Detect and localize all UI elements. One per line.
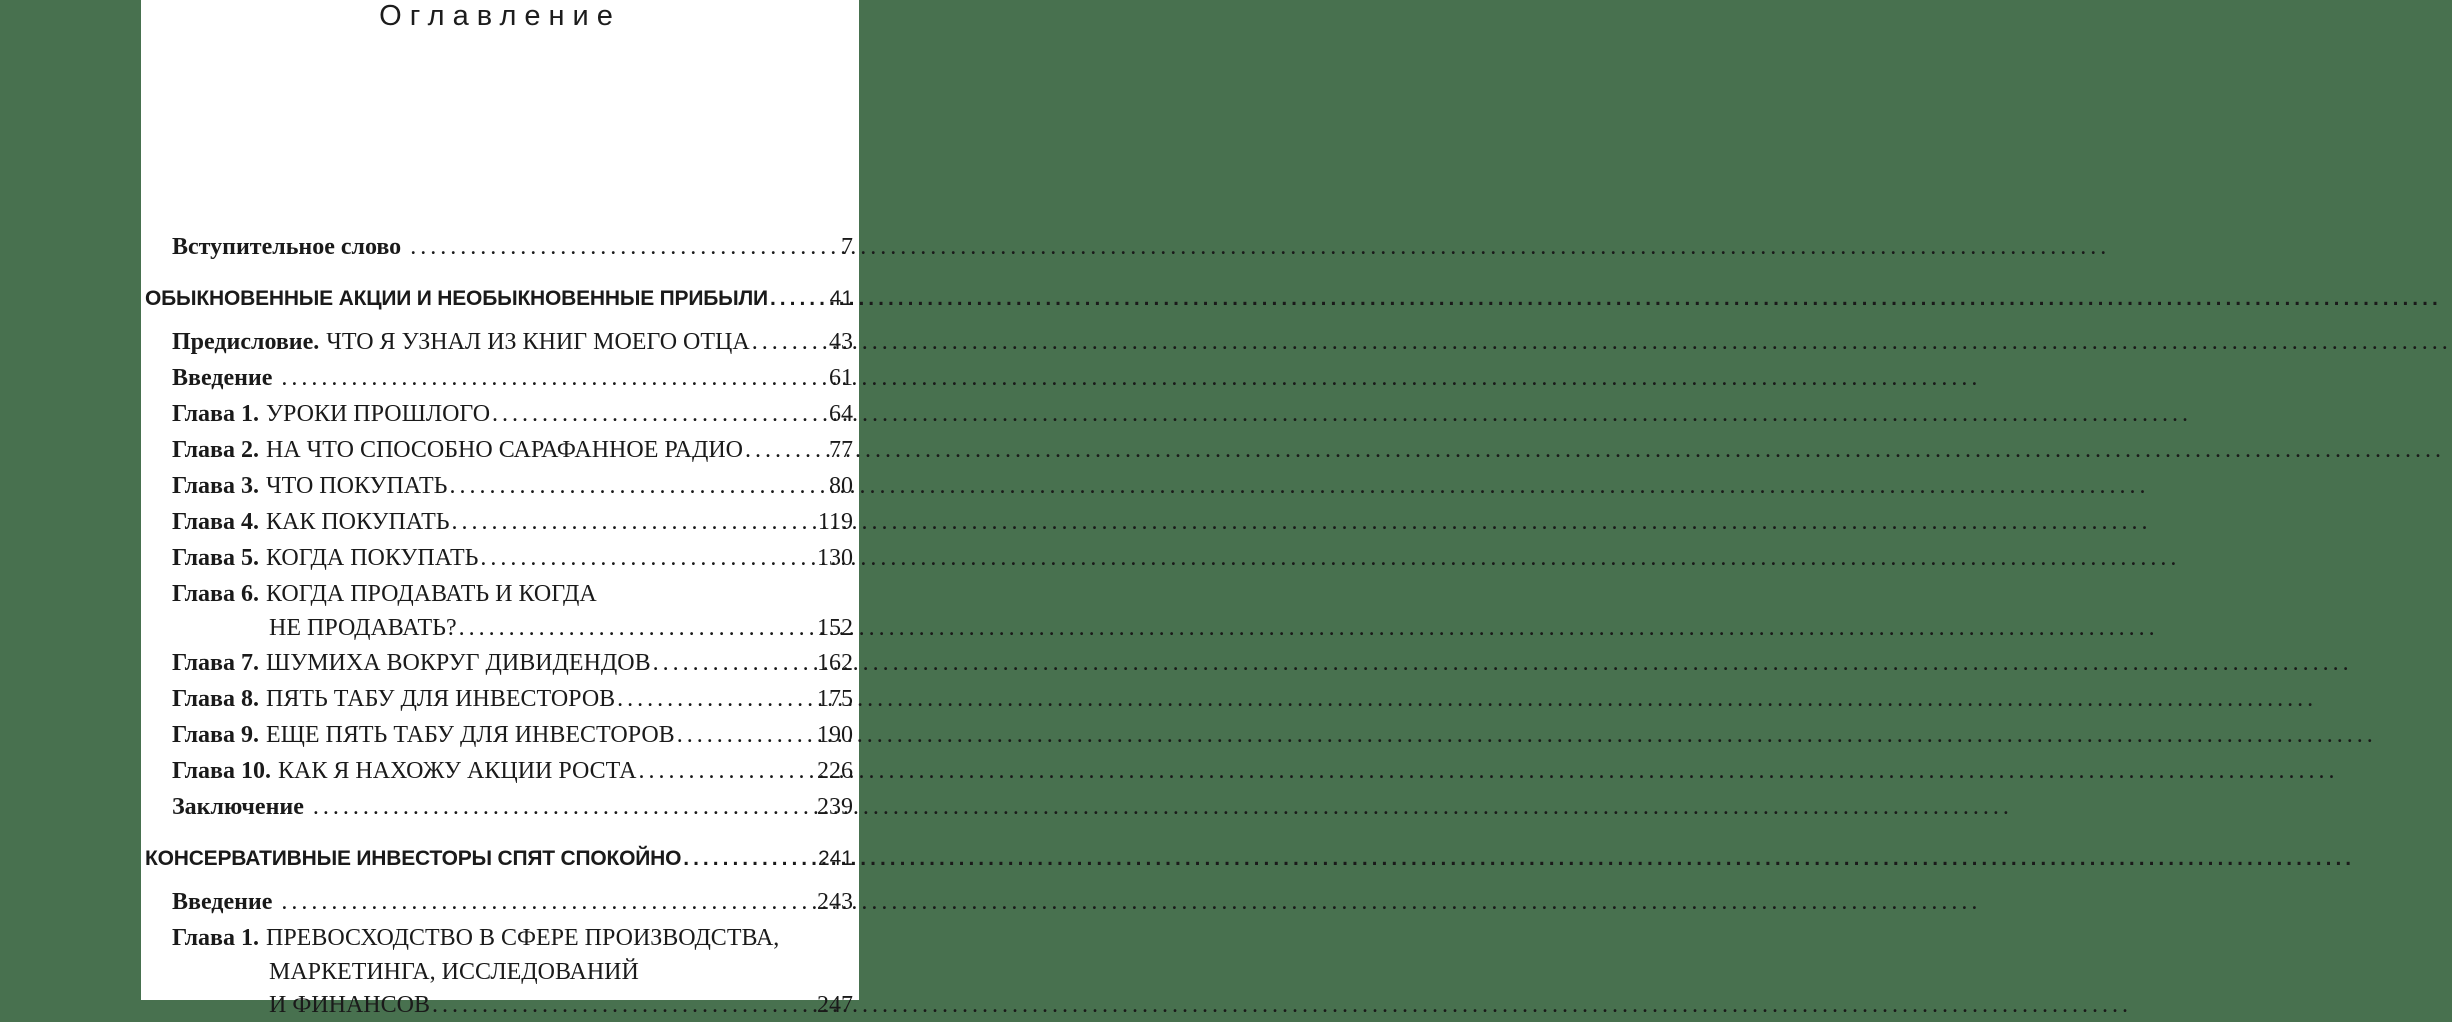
toc-entry [141,432,859,468]
entry-prefix: Вступительное слово [172,234,402,260]
entry-title: УРОКИ ПРОШЛОГО [266,401,491,427]
toc-entry [141,753,859,789]
entry-title: КАК Я НАХОЖУ АКЦИИ РОСТА [278,758,637,784]
dot-leader [677,717,812,753]
entry-title-continuation: МАРКЕТИНГА, ИССЛЕДОВАНИЙ [269,959,639,985]
entry-title-continuation: НЕ ПРОДАВАТЬ? [269,615,457,641]
toc-entry-line [172,717,853,753]
toc-entry [141,229,859,265]
toc-entry [141,717,859,753]
toc-entry-line [172,576,853,612]
toc-entry-line [172,920,853,956]
toc-entry-line [172,989,853,1022]
toc-entry [141,789,859,825]
entry-title: ШУМИХА ВОКРУГ ДИВИДЕНДОВ [266,650,651,676]
page-number: 162 [817,650,853,676]
page-number: 175 [817,686,853,712]
entry-prefix: Глава 5. [172,545,259,571]
entry-prefix: Глава 4. [172,509,259,535]
entry-title: ЕЩЕ ПЯТЬ ТАБУ ДЛЯ ИНВЕСТОРОВ [266,722,675,748]
entry-prefix: Глава 9. [172,722,259,748]
dot-leader [745,432,824,468]
page-number: 119 [817,509,853,535]
entry-prefix: Глава 2. [172,437,259,463]
dot-leader [459,612,812,645]
dot-leader [281,884,812,920]
entry-title: КАК ПОКУПАТЬ [266,509,450,535]
toc-entry-line [172,612,853,645]
dot-leader [281,360,824,396]
page-number: 239 [817,794,853,820]
toc-entry [141,468,859,504]
toc-entry-line [172,432,853,468]
page-number: 80 [829,473,853,499]
entry-prefix: Глава 3. [172,473,259,499]
toc-entry-line [172,468,853,504]
dot-leader [449,468,824,504]
page-number: 43 [829,329,853,355]
entry-title: ОБЫКНОВЕННЫЕ АКЦИИ И НЕОБЫКНОВЕННЫЕ ПРИБЫЛИ [145,287,768,310]
dot-leader [638,753,812,789]
entry-prefix: Глава 7. [172,650,259,676]
toc-entry [141,324,859,360]
entry-prefix: Глава 1. [172,925,259,951]
toc-entry-line [145,281,853,317]
toc-entry-line [172,645,853,681]
page-number: 130 [817,545,853,571]
entry-prefix: Глава 1. [172,401,259,427]
toc-entry [141,576,859,645]
entry-prefix: Введение [172,365,273,391]
dot-leader [492,396,824,432]
entry-title: НА ЧТО СПОСОБНО САРАФАННОЕ РАДИО [266,437,744,463]
page-number: 247 [817,992,853,1018]
toc-page-title: Оглавление [379,0,621,32]
toc-entry-line [172,504,853,540]
toc-entry-line [172,396,853,432]
toc-entry-line [172,681,853,717]
page-number: 64 [829,401,853,427]
entry-prefix: Заключение [172,794,304,820]
page-number: 226 [817,758,853,784]
page-number: 190 [817,722,853,748]
toc-entry-line [172,753,853,789]
entry-title: ЧТО ПОКУПАТЬ [266,473,448,499]
toc-entry [141,396,859,432]
dot-leader [410,229,836,265]
toc-entry-line [172,884,853,920]
entry-prefix: Глава 6. [172,581,259,607]
entry-title-continuation: И ФИНАНСОВ [269,992,430,1018]
entry-prefix: Введение [172,889,273,915]
dot-leader [752,324,824,360]
page-number: 241 [817,847,853,870]
entry-prefix: Глава 8. [172,686,259,712]
toc-entry [141,540,859,576]
entry-title: КОНСЕРВАТИВНЫЕ ИНВЕСТОРЫ СПЯТ СПОКОЙНО [145,847,682,870]
entry-prefix: Предисловие. [172,329,320,355]
dot-leader [432,989,812,1022]
page-number: 61 [829,365,853,391]
toc-entry-line [172,360,853,396]
entry-title: КОГДА ПОКУПАТЬ [266,545,479,571]
dot-leader [452,504,813,540]
book-page [141,0,859,1018]
dot-leader [770,281,825,317]
dot-leader [480,540,812,576]
toc-entry-line [172,956,853,989]
page-number: 41 [829,287,853,310]
toc-entry-line [172,324,853,360]
toc-entry [141,360,859,396]
toc-entry [141,681,859,717]
dot-leader [683,841,813,877]
toc-entry-line [145,841,853,877]
entry-title: ПРЕВОСХОДСТВО В СФЕРЕ ПРОИЗВОДСТВА, [266,925,780,951]
entry-title: ЧТО Я УЗНАЛ ИЗ КНИГ МОЕГО ОТЦА [326,329,750,355]
toc-entry [141,504,859,540]
dot-leader [617,681,812,717]
toc-entry-line [172,229,853,265]
toc-entry [141,920,859,1022]
book-spread-background [0,0,1000,1018]
page-number: 77 [829,437,853,463]
toc-section-heading [141,841,859,877]
entry-prefix: Глава 10. [172,758,271,784]
entry-title: ПЯТЬ ТАБУ ДЛЯ ИНВЕСТОРОВ [266,686,616,712]
toc-list [141,229,859,1022]
toc-entry-line [172,789,853,825]
toc-entry [141,645,859,681]
page-number: 152 [817,615,853,641]
toc-section-heading [141,281,859,317]
entry-title: КОГДА ПРОДАВАТЬ И КОГДА [266,581,597,607]
toc-entry [141,884,859,920]
dot-leader [653,645,812,681]
page-number: 7 [841,234,853,260]
page-number: 243 [817,889,853,915]
dot-leader [313,789,812,825]
toc-entry-line [172,540,853,576]
